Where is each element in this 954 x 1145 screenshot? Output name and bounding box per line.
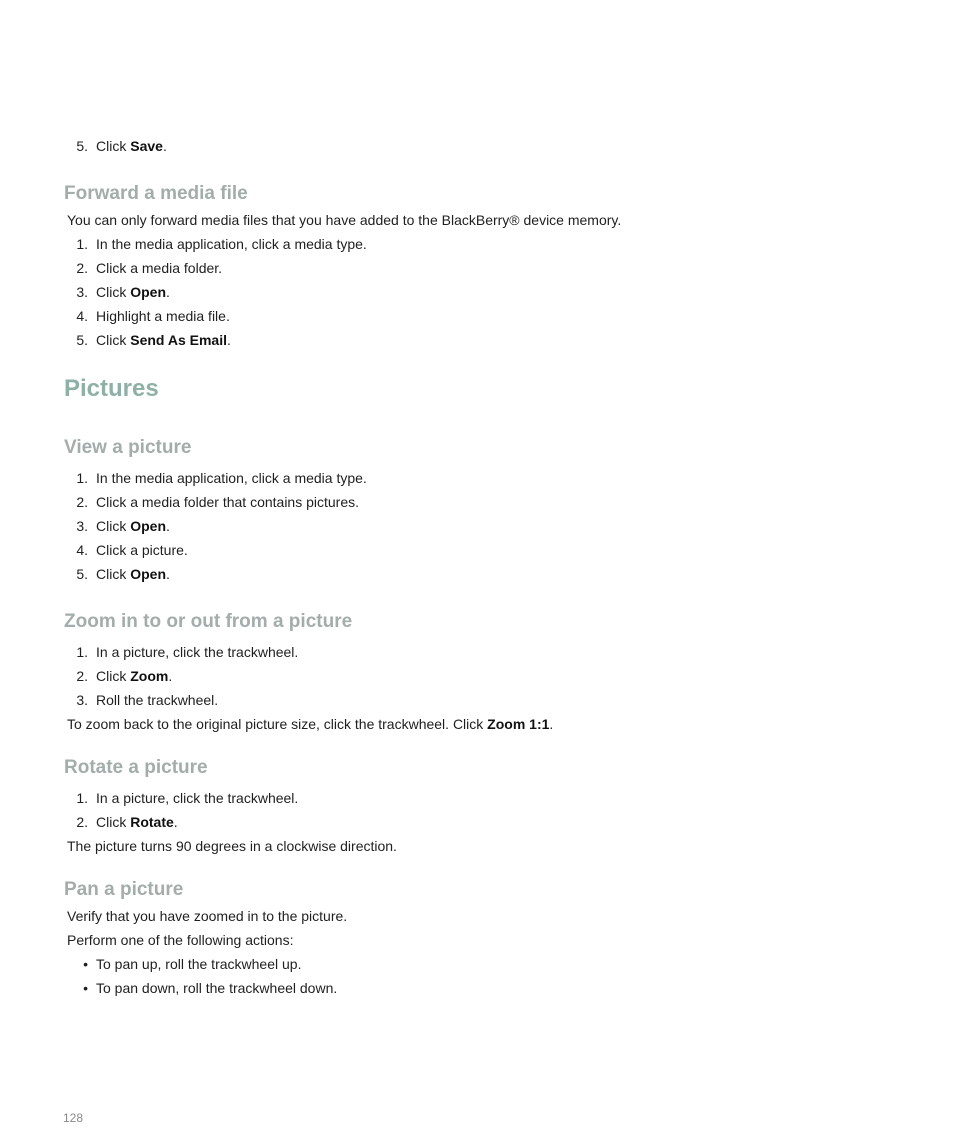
step-number: 3.: [76, 692, 88, 708]
step-text: Roll the trackwheel.: [96, 692, 219, 708]
step-text: Click: [96, 138, 131, 154]
step-item: [66, 331, 231, 349]
step-number: 1.: [76, 470, 88, 486]
step-number: 4.: [76, 542, 88, 558]
bullet-icon: •: [83, 980, 88, 996]
step-item: [66, 643, 298, 661]
step-text: Highlight a media file.: [96, 308, 230, 324]
step-number: 1.: [76, 236, 88, 252]
step-number: 5.: [76, 332, 88, 348]
step-item: [66, 541, 188, 559]
step-text: In the media application, click a media type.: [96, 236, 367, 252]
step-text: Click: [96, 332, 131, 348]
section-heading-view: View a picture: [64, 437, 192, 458]
step-text: Click a media folder.: [96, 260, 223, 276]
rotate-note: The picture turns 90 degrees in a clockwise direction.: [67, 838, 397, 854]
step-item: [66, 469, 367, 487]
step-item: [66, 259, 222, 277]
step-item: [66, 493, 359, 511]
step-text-end: .: [166, 566, 170, 582]
step-text: Click a picture.: [96, 542, 188, 558]
step-bold-term: Rotate: [130, 814, 174, 830]
step-number: 1.: [76, 790, 88, 806]
step-number: 3.: [76, 518, 88, 534]
step-bold-term: Open: [130, 566, 167, 582]
step-item: [66, 789, 298, 807]
step-number: 2.: [76, 260, 88, 276]
step-text: In a picture, click the trackwheel.: [96, 644, 299, 660]
step-text-end: .: [173, 814, 178, 830]
pan-intro-1: Verify that you have zoomed in to the picture.: [67, 908, 348, 924]
step-text-end: .: [162, 138, 167, 154]
forward-intro: You can only forward media files that you have added to the BlackBerry® device memory.: [67, 212, 622, 228]
section-heading-forward: Forward a media file: [64, 183, 248, 204]
step-item: [66, 137, 167, 155]
step-bold-term: Zoom: [130, 668, 169, 684]
step-number: 4.: [76, 308, 88, 324]
step-item: [66, 667, 172, 685]
step-text: Click a media folder that contains pictures.: [96, 494, 360, 510]
step-text-end: .: [166, 518, 170, 534]
step-text: Click: [96, 668, 131, 684]
step-number: 2.: [76, 494, 88, 510]
step-item: [66, 235, 367, 253]
step-text-end: .: [166, 284, 170, 300]
step-text: In a picture, click the trackwheel.: [96, 790, 299, 806]
note-text: To zoom back to the original picture size, click the trackwheel. Click: [67, 716, 488, 732]
step-bold-term: Open: [130, 284, 167, 300]
step-item: [66, 813, 178, 831]
section-heading-rotate: Rotate a picture: [64, 757, 208, 778]
step-number: 1.: [76, 644, 88, 660]
step-text: Click: [96, 518, 131, 534]
chapter-title: Pictures: [64, 375, 159, 402]
bullet-item: [66, 955, 301, 973]
step-number: 2.: [76, 814, 88, 830]
step-bold-term: Open: [130, 518, 167, 534]
step-number: 3.: [76, 284, 88, 300]
note-text-end: .: [549, 716, 554, 732]
step-text: Click: [96, 284, 131, 300]
step-number: 5.: [76, 138, 88, 154]
step-item: [66, 307, 230, 325]
step-item: [66, 517, 170, 535]
step-text: Click: [96, 814, 131, 830]
note-bold-term: Zoom 1:1: [487, 716, 550, 732]
step-text: In the media application, click a media type.: [96, 470, 367, 486]
page-number: 128: [63, 1111, 84, 1125]
step-bold-term: Save: [130, 138, 163, 154]
step-item: [66, 691, 218, 709]
pan-intro-2: Perform one of the following actions:: [67, 932, 294, 948]
step-text-end: .: [168, 668, 173, 684]
bullet-item: [66, 979, 337, 997]
step-item: [66, 283, 170, 301]
zoom-note: [67, 715, 553, 733]
step-number: 2.: [76, 668, 88, 684]
section-heading-zoom: Zoom in to or out from a picture: [64, 611, 353, 632]
step-text-end: .: [226, 332, 231, 348]
bullet-text: To pan down, roll the trackwheel down.: [96, 980, 338, 996]
bullet-text: To pan up, roll the trackwheel up.: [96, 956, 302, 972]
section-heading-pan: Pan a picture: [64, 879, 184, 900]
step-item: [66, 565, 170, 583]
bullet-icon: •: [83, 956, 88, 972]
step-number: 5.: [76, 566, 88, 582]
step-bold-term: Send As Email: [130, 332, 227, 348]
step-text: Click: [96, 566, 131, 582]
